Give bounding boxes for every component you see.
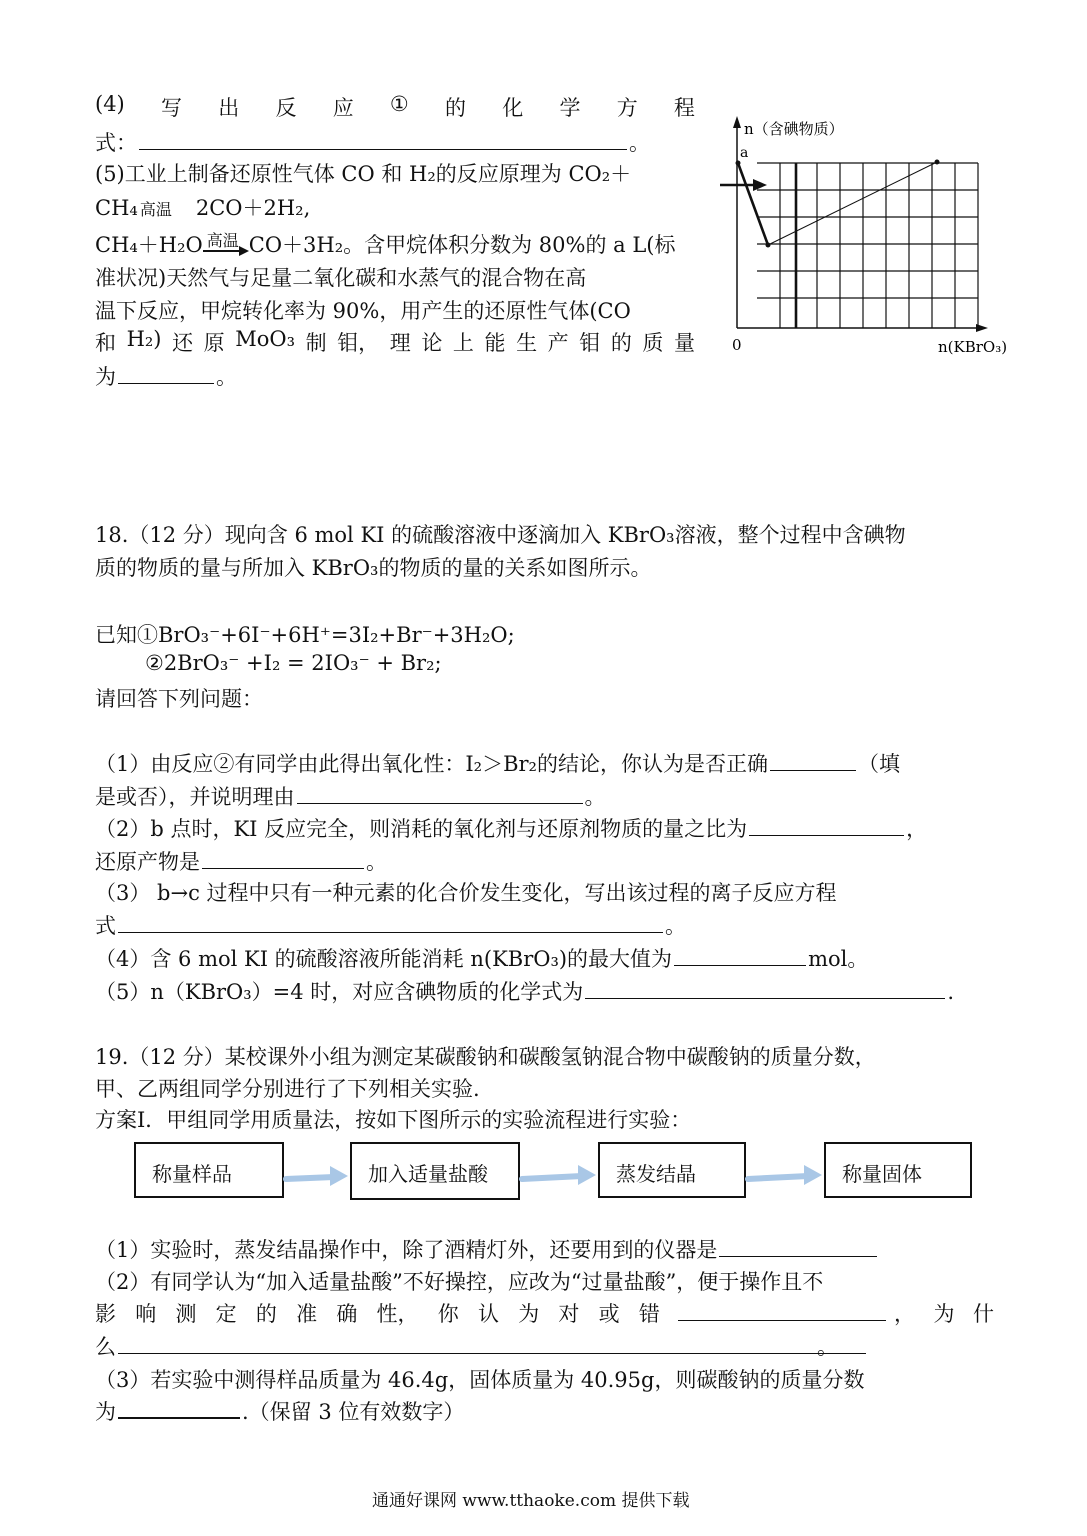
char: 准 [296,1302,318,1326]
q19-intro-2: 甲、乙两组同学分别进行了下列相关实验. [95,1077,480,1101]
text: 么 [95,1335,116,1359]
char: 化 [502,96,524,120]
text: 。 [584,785,606,809]
char: 为 [518,1302,540,1326]
reaction-condition: 高温 [139,200,172,219]
point-c [935,160,940,165]
answer-blank[interactable] [118,382,214,384]
q19-s2-line3 [95,1331,868,1361]
char: 质 [642,331,664,355]
q17-p4-line1 [95,92,695,122]
flow-box-add-acid: 加入适量盐酸 [350,1142,520,1200]
char: 方 [616,96,638,120]
q17-p5-line6 [95,327,695,357]
char: 出 [218,96,240,120]
q19-intro-1: 19.（12 分）某校课外小组为测定某碳酸钠和碳酸氢钠混合物中碳酸钠的质量分数， [95,1045,876,1069]
point-b [766,243,771,248]
q17-p4-label: (4) [95,92,125,116]
answer-blank[interactable] [118,931,663,933]
flow-arrow-3 [748,1165,822,1185]
q17-p5-line5: 温下反应，甲烷转化率为 90%，用产生的还原性气体(CO [95,299,631,323]
text: CH₄＋H₂O [95,233,203,257]
char: 为 [933,1302,955,1326]
char: 能 [484,331,506,355]
char: 学 [559,96,581,120]
char: 测 [175,1302,197,1326]
text: （填 [857,752,900,776]
curve-segment-bc [768,162,937,245]
char: 还 [172,331,194,355]
q18-known-2: ②2BrO₃⁻ +I₂ = 2IO₃⁻ + Br₂; [145,651,442,675]
y-axis-label: n（含碘物质） [744,120,844,138]
char: 响 [135,1302,157,1326]
char: ， [894,1302,915,1326]
char: 什 [973,1302,994,1326]
text: CH₄ [95,196,138,220]
q19-s1 [95,1234,879,1264]
q18-s4 [95,943,868,973]
q17-p5-line1: (5)工业上制备还原性气体 CO 和 H₂的反应原理为 CO₂＋ [95,162,632,186]
char: 定 [215,1302,237,1326]
q19-s2-line2-tail [894,1298,994,1328]
char: 论 [421,331,443,355]
text: 为 [95,365,116,389]
q19-s2-line2-text [95,1298,660,1328]
arrow-icon [203,234,249,256]
flow-box-weigh-sample: 称量样品 [134,1142,284,1198]
flow-box-weigh-solid: 称量固体 [824,1142,972,1198]
q19-plan: 方案Ⅰ．甲组同学用质量法，按如下图所示的实验流程进行实验： [95,1108,692,1132]
char: 影 [95,1302,116,1326]
char: 对 [558,1302,580,1326]
text: （1）实验时，蒸发结晶操作中，除了酒精灯外，还要用到的仪器是 [95,1238,718,1262]
text: 还原产物是 [95,850,200,874]
char: 或 [598,1302,620,1326]
answer-blank[interactable] [297,802,583,804]
text: （2）b 点时，KI 反应完全，则消耗的氧化剂与还原剂物质的量之比为 [95,817,748,841]
q18-ask: 请回答下列问题： [95,687,263,711]
text: CO＋3H₂。含甲烷体积分数为 80%的 a L(标 [248,233,676,257]
char: MoO₃ [235,327,296,351]
char: H₂) [126,327,162,351]
text: ， [906,817,928,841]
text: 。 [817,1335,838,1359]
y-axis-arrow-icon [733,116,741,128]
text: 为 [95,1400,116,1424]
text: .（保留 3 位有效数字） [242,1400,465,1424]
q17-p5-line3 [95,229,676,259]
flow-arrows [0,1150,1087,1210]
flow-arrow-1 [286,1166,348,1186]
q18-s5 [95,976,954,1006]
char: 应 [332,96,354,120]
q17-p4-line2 [95,127,650,157]
point-a [736,161,741,166]
q19-s3-line1: （3）若实验中测得样品质量为 46.4g，固体质量为 40.95g，则碳酸钠的质量分数 [95,1368,865,1392]
pointer-arrow-icon [753,179,767,191]
reaction-arrow [203,231,249,256]
point-a-label: a [740,145,749,161]
x-axis-arrow-icon [976,324,988,332]
page-footer: 通通好课网 www.tthaoke.com 提供下载 [372,1491,690,1511]
q17-p5-line7 [95,361,237,391]
char: 反 [275,96,297,120]
char: 错 [638,1302,660,1326]
char: 生 [516,331,538,355]
answer-blank[interactable] [118,1416,240,1419]
text: 式： [95,131,137,155]
text: 式 [95,914,116,938]
answer-blank[interactable] [118,1352,866,1354]
text: . [947,980,954,1004]
q17-p5-line2 [95,192,310,222]
text: 。 [629,131,650,155]
char: 理 [389,331,411,355]
answer-blank[interactable] [770,769,856,771]
x-axis-label: n(KBrO₃) [938,338,1008,356]
graph-grid [757,163,978,328]
q18-known-1: 已知①BrO₃⁻+6I⁻+6H⁺=3I₂+Br⁻+3H₂O; [95,623,515,647]
char: 钼 [579,331,601,355]
q18-s3-line2 [95,910,686,940]
char: 的 [255,1302,277,1326]
iodine-graph [720,110,1030,370]
q19-s2-line1: （2）有同学认为“加入适量盐酸”不好操控，应改为“过量盐酸”，便于操作且不 [95,1270,824,1294]
q18-s1-line1 [95,748,900,778]
text: （5）n（KBrO₃）=4 时，对应含碘物质的化学式为 [95,980,584,1004]
char: 的 [610,331,632,355]
q18-intro-1: 18.（12 分）现向含 6 mol KI 的硫酸溶液中逐滴加入 KBrO₃溶液，整个过程中含碘物 [95,523,906,547]
answer-blank[interactable] [678,1319,886,1321]
answer-blank[interactable] [139,148,627,150]
answer-blank[interactable] [585,997,945,999]
char: 原 [203,331,225,355]
char: 的 [444,96,466,120]
text: 。 [665,914,686,938]
q17-p5-line4: 准状况)天然气与足量二氧化碳和水蒸气的混合物在高 [95,266,587,290]
q18-s2-line2 [95,846,387,876]
answer-blank[interactable] [202,867,364,869]
char: 和 [95,331,116,355]
q19-s3-line2 [95,1396,464,1426]
answer-blank[interactable] [749,834,904,836]
curve-segment-ab [738,163,768,245]
text: （1）由反应②有同学由此得出氧化性：I₂＞Br₂的结论，你认为是否正确 [95,752,768,776]
q18-s1-line2 [95,781,606,811]
origin-label: 0 [732,336,742,354]
char: 钼， [337,331,380,355]
char: 量 [673,331,695,355]
char: 你 [437,1302,459,1326]
text: （4）含 6 mol KI 的硫酸溶液所能消耗 n(KBrO₃)的最大值为 [95,947,673,971]
char: 确 [336,1302,358,1326]
text: 。 [366,850,387,874]
q19-s2-line2 [95,1298,995,1328]
q18-s2-line1 [95,813,927,843]
q18-s3-line1: （3） b→c 过程中只有一种元素的化合价发生变化，写出该过程的离子反应方程 [95,881,837,905]
char: 写 [160,96,182,120]
answer-blank[interactable] [719,1255,877,1257]
text: 。 [216,365,237,389]
text: 2CO＋2H₂, [195,196,311,220]
char: 产 [547,331,569,355]
answer-blank[interactable] [674,964,806,966]
text: mol。 [808,947,869,971]
char: 认 [477,1302,499,1326]
char: 性， [376,1302,419,1326]
char: 上 [452,331,474,355]
char: ① [389,92,409,116]
text: 是或否），并说明理由 [95,785,295,809]
reaction-condition: 高温 [206,231,239,250]
char: 程 [673,96,695,120]
flow-arrow-2 [522,1165,596,1185]
q18-intro-2: 质的物质的量与所加入 KBrO₃的物质的量的关系如图所示。 [95,556,652,580]
flow-box-evaporate: 蒸发结晶 [598,1142,746,1198]
char: 制 [305,331,327,355]
